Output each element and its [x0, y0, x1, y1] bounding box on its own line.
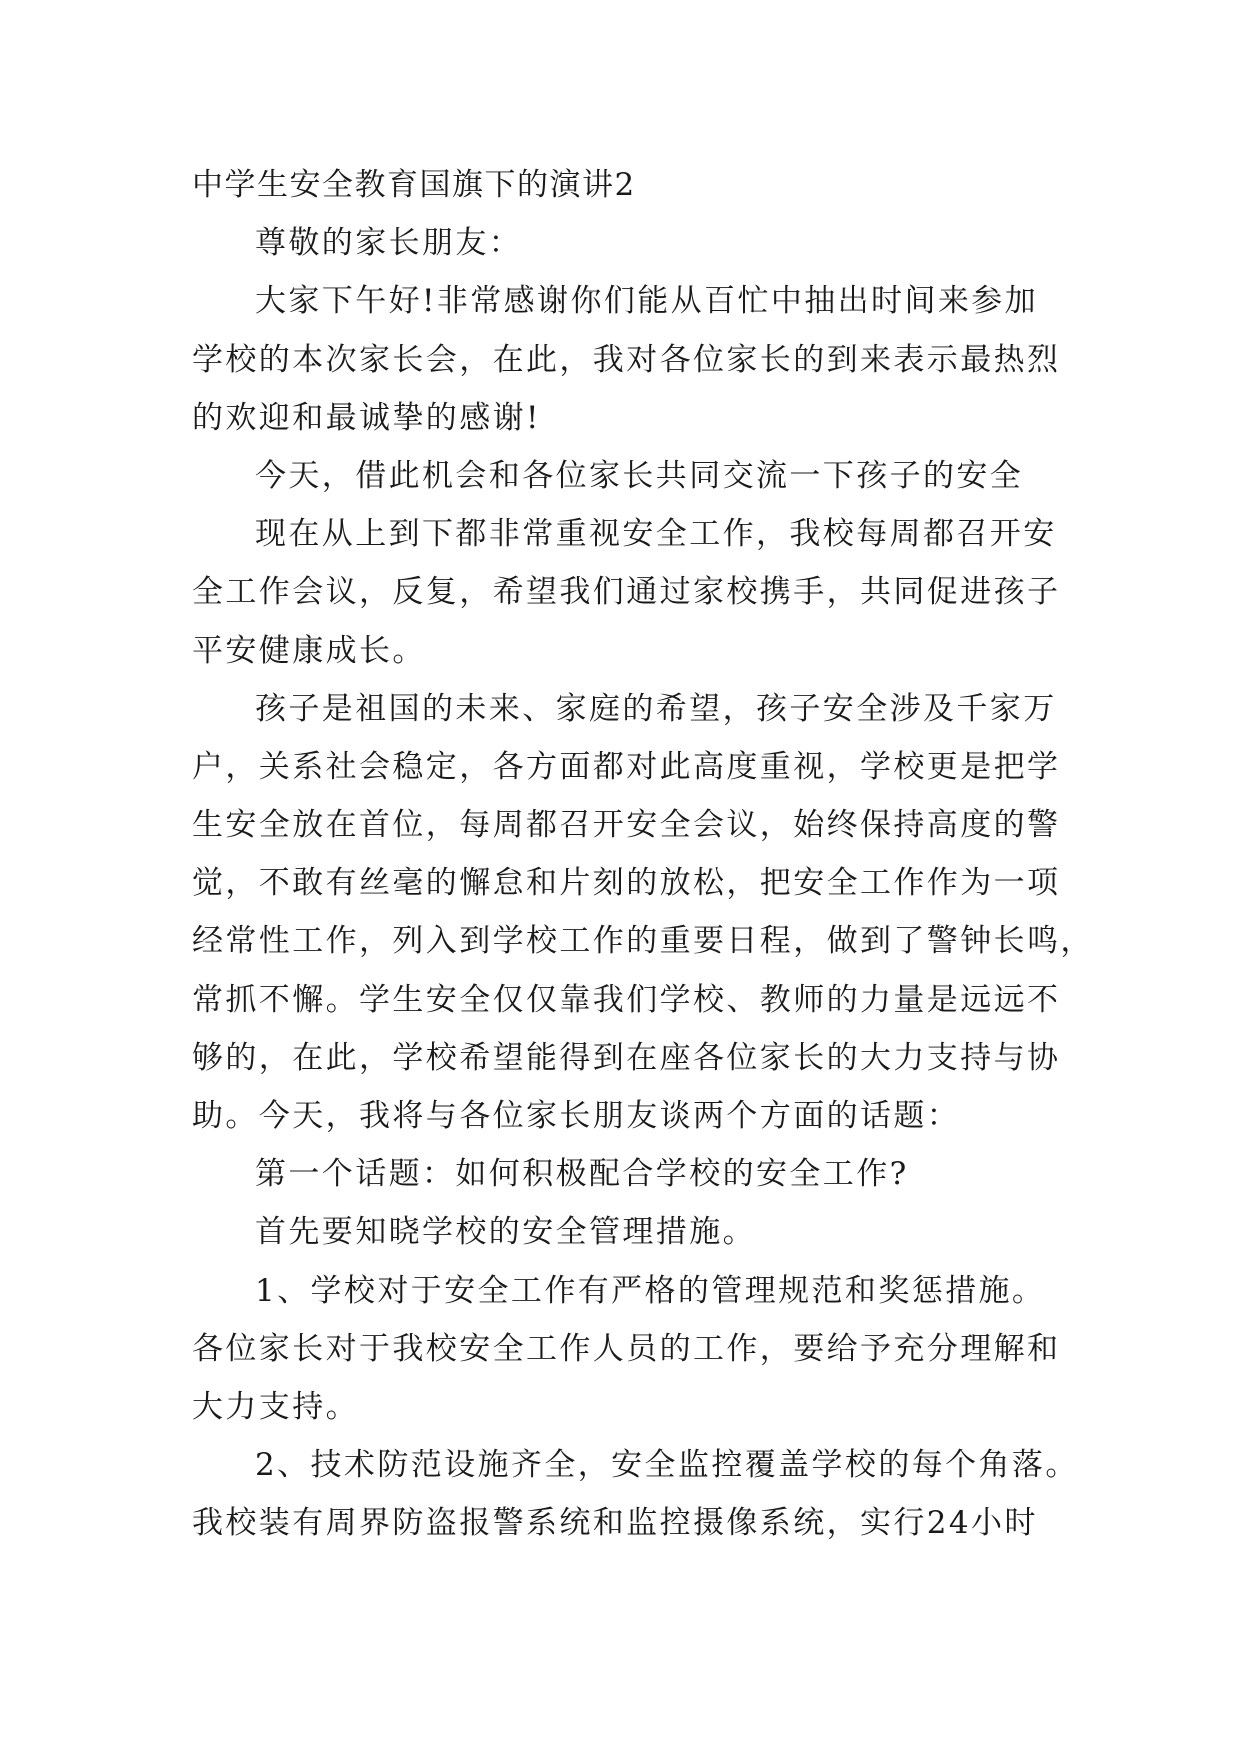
text-line: 户，关系社会稳定，各方面都对此高度重视，学校更是把学	[192, 748, 1061, 785]
text-line: 觉，不敢有丝毫的懈怠和片刻的放松，把安全工作作为一项	[192, 865, 1061, 902]
text-line: 平安健康成长。	[192, 632, 426, 669]
text-line: 大力支持。	[192, 1388, 359, 1425]
document-body	[192, 156, 1094, 1553]
text-line: 第一个话题：如何积极配合学校的安全工作?	[255, 1156, 909, 1193]
text-line: 各位家长对于我校安全工作人员的工作，要给予充分理解和	[192, 1330, 1061, 1367]
text-line: 尊敬的家长朋友：	[255, 225, 523, 262]
document-title: 中学生安全教育国旗下的演讲2	[192, 167, 636, 203]
text-line: 1、学校对于安全工作有严格的管理规范和奖惩措施。	[255, 1272, 1046, 1309]
text-line: 大家下午好!非常感谢你们能从百忙中抽出时间来参加	[255, 283, 1039, 320]
text-line: 我校装有周界防盗报警系统和监控摄像系统，实行24小时	[192, 1505, 1038, 1542]
text-line: 孩子是祖国的未来、家庭的希望，孩子安全涉及千家万	[255, 690, 1057, 727]
text-line: 2、技术防范设施齐全，安全监控覆盖学校的每个角落。	[255, 1447, 1079, 1484]
text-line: 今天，借此机会和各位家长共同交流一下孩子的安全	[255, 457, 1024, 494]
text-line: 生安全放在首位，每周都召开安全会议，始终保持高度的警	[192, 807, 1061, 844]
text-line: 全工作会议，反复，希望我们通过家校携手，共同促进孩子	[192, 574, 1061, 611]
text-line: 现在从上到下都非常重视安全工作，我校每周都召开安	[255, 516, 1057, 553]
text-line: 助。今天，我将与各位家长朋友谈两个方面的话题：	[192, 1098, 961, 1134]
text-line: 学校的本次家长会，在此，我对各位家长的到来表示最热烈	[192, 341, 1061, 378]
text-line: 够的，在此，学校希望能得到在座各位家长的大力支持与协	[192, 1039, 1061, 1076]
text-line: 的欢迎和最诚挚的感谢!	[192, 399, 541, 436]
text-line: 经常性工作，列入到学校工作的重要日程，做到了警钟长鸣，	[192, 923, 1094, 960]
text-line: 常抓不懈。学生安全仅仅靠我们学校、教师的力量是远远不	[192, 981, 1061, 1018]
text-line: 首先要知晓学校的安全管理措施。	[255, 1214, 756, 1251]
